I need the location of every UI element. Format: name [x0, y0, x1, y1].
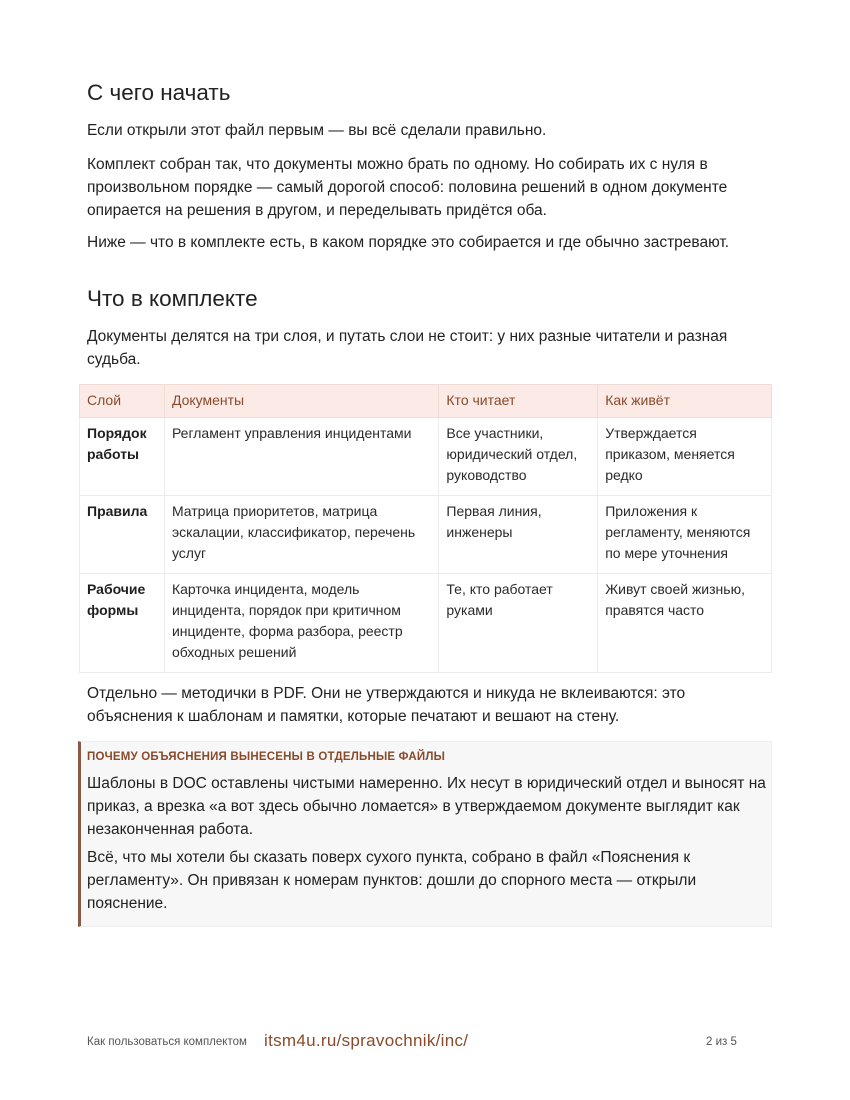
kit-table: [79, 384, 772, 673]
callout-box: [78, 741, 772, 927]
table-cell: Матрица приоритетов, матрица эскалации, классификатор, перечень услуг: [164, 496, 438, 574]
section-title-kit: Что в комплекте: [87, 286, 258, 311]
paragraph: Если открыли этот файл первым — вы всё сделали правильно.: [87, 122, 547, 139]
table-row: [80, 496, 772, 574]
table-cell: Те, кто работает руками: [439, 574, 598, 673]
section-title-start: С чего начать: [87, 80, 231, 105]
column-header: Как живёт: [598, 385, 772, 418]
table-cell-layer: Рабочие формы: [80, 574, 165, 673]
callout-paragraph: Шаблоны в DOC оставлены чистыми намеренно. Их несут в юридический отдел и выносят на приказ, а врезка «а вот здесь обычно ломается» в утверждаемом документе выглядит как незаконченная работа.: [87, 775, 766, 838]
column-header: Кто читает: [439, 385, 598, 418]
table-row: [80, 574, 772, 673]
table-header-row: [80, 385, 772, 418]
table-cell: Утверждается приказом, меняется редко: [598, 418, 772, 496]
table-cell: Карточка инцидента, модель инцидента, порядок при критичном инциденте, форма разбора, реестр обходных решений: [164, 574, 438, 673]
table-row: [80, 418, 772, 496]
column-header: Документы: [164, 385, 438, 418]
callout-paragraph: Всё, что мы хотели бы сказать поверх сухого пункта, собрано в файл «Пояснения к регламенту». Он привязан к номерам пунктов: дошли до спорного места — открыли пояснение.: [87, 849, 697, 912]
table-cell: Регламент управления инцидентами: [164, 418, 438, 496]
table-cell: Первая линия, инженеры: [439, 496, 598, 574]
table-cell: Приложения к регламенту, меняются по мере уточнения: [598, 496, 772, 574]
footer-link[interactable]: itsm4u.ru/spravochnik/inc/: [264, 1031, 469, 1050]
paragraph: Ниже — что в комплекте есть, в каком порядке это собирается и где обычно застревают.: [87, 234, 730, 251]
table-cell: Живут своей жизнью, правятся часто: [598, 574, 772, 673]
paragraph: Документы делятся на три слоя, и путать слои не стоит: у них разные читатели и разная судьба.: [87, 328, 728, 368]
paragraph: Отдельно — методички в PDF. Они не утверждаются и никуда не вклеиваются: это объяснения к шаблонам и памятки, которые печатают и вешают на стену.: [87, 685, 686, 725]
table-cell-layer: Порядок работы: [80, 418, 165, 496]
table-cell-layer: Правила: [80, 496, 165, 574]
callout-label: ПОЧЕМУ ОБЪЯСНЕНИЯ ВЫНЕСЕНЫ В ОТДЕЛЬНЫЕ ФАЙЛЫ: [87, 751, 446, 763]
table-cell: Все участники, юридический отдел, руководство: [439, 418, 598, 496]
column-header: Слой: [80, 385, 165, 418]
paragraph: Комплект собран так, что документы можно брать по одному. Но собирать их с нуля в произвольном порядке — самый дорогой способ: половина решений в одном документе опирается на решения в другом, и переделывать придётся оба.: [87, 156, 728, 219]
page-number: 2 из 5: [706, 1036, 737, 1048]
footer-title: Как пользоваться комплектом: [87, 1036, 247, 1048]
